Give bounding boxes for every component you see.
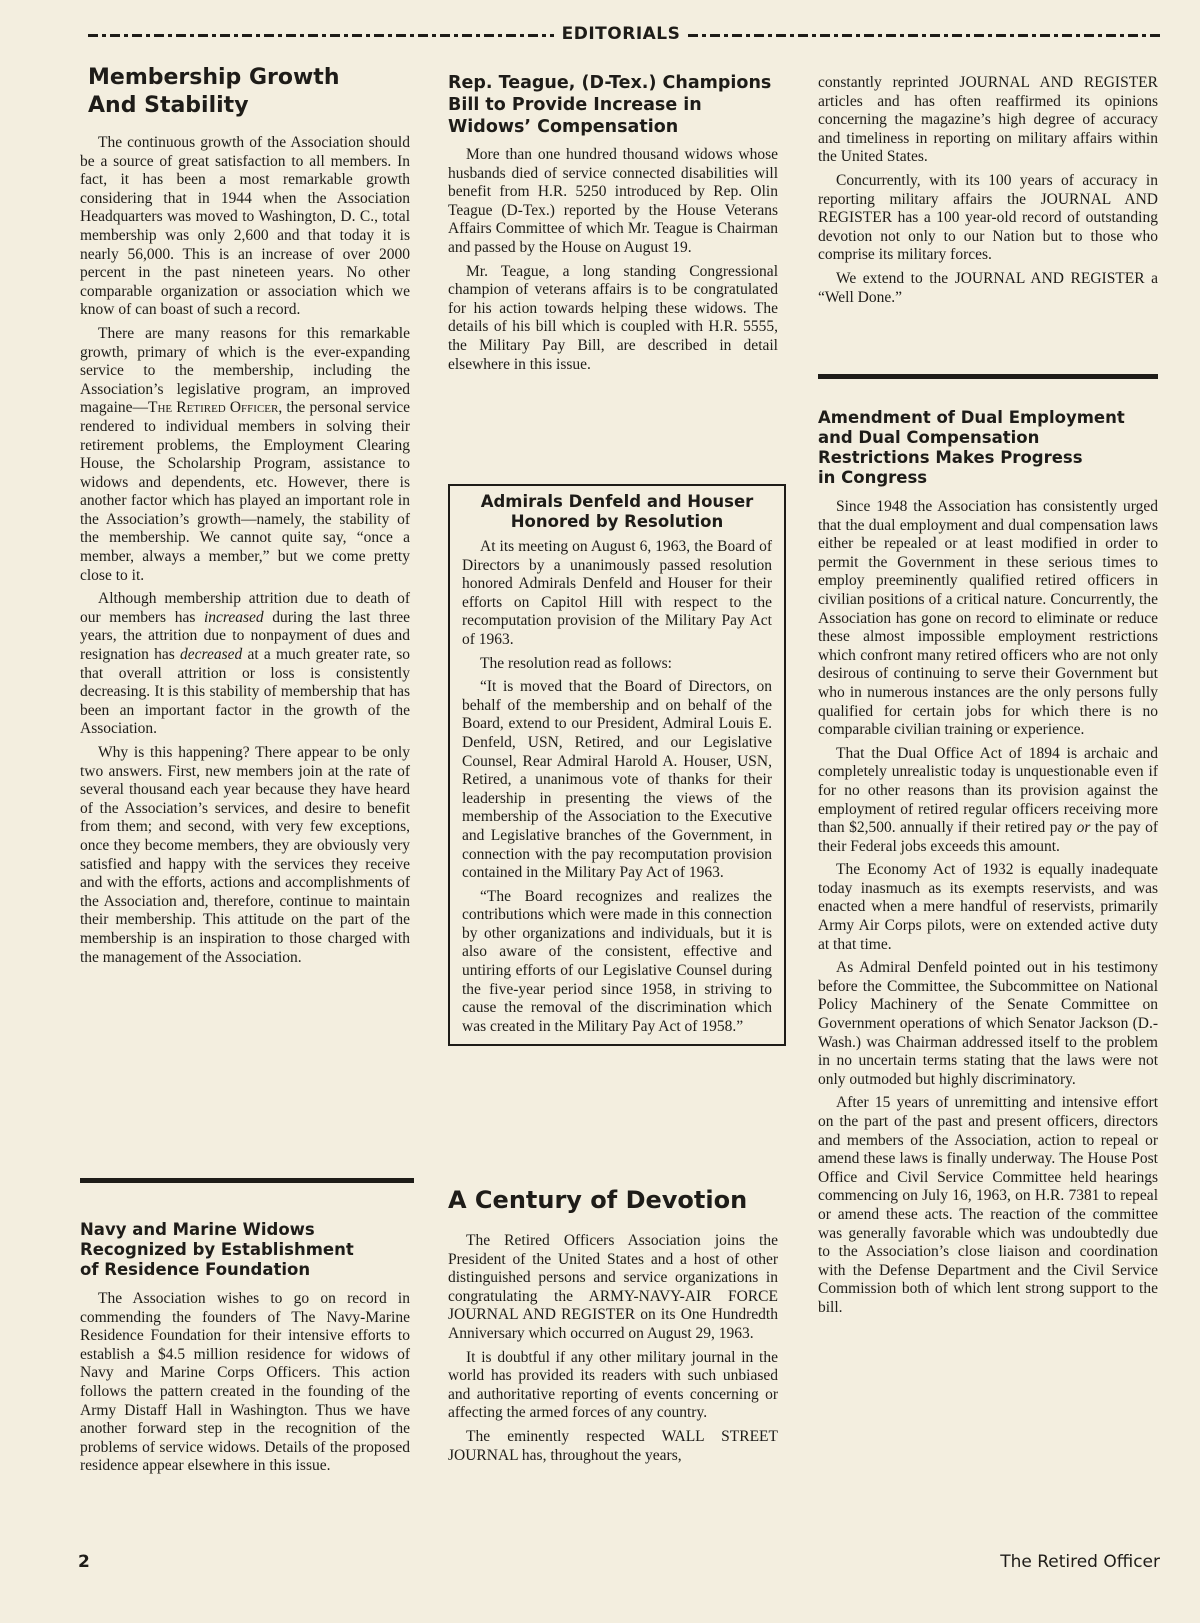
paragraph: “The Board recognizes and realizes the contributions which were made in this connection by other organizations and individuals, but it is also aware of the consistent, effective and untiring efforts of our Legislative Counsel during the five-year period since 1958, in striving to cause the removal of the discrimination which was created in the Military Pay Act of 1958.” [462,887,772,1035]
paragraph: Concurrently, with its 100 years of accuracy in reporting military affairs the JOURNAL AND REGISTER has a 100 year-old record of outstanding devotion not only to our Nation but to those who comprise its military forces. [818,171,1158,264]
section-title: EDITORIALS [561,24,681,44]
article-body [80,1290,410,1476]
article-body [818,498,1158,1318]
paragraph: At its meeting on August 6, 1963, the Board of Directors by a unanimously passed resolution honored Admirals Denfeld and Houser for their efforts on Capitol Hill with respect to the recomputation provision of the Military Pay Act of 1963. [462,538,772,648]
paragraph: More than one hundred thousand widows whose husbands died of service connected disabilities will benefit from H.R. 5250 introduced by Rep. Olin Teague (D-Tex.) reported by the House Veterans Affairs Committee of which Mr. Teague is Chairman and passed by the House on August 19. [448,146,778,256]
paragraph: Although membership attrition due to death of our members has increased during the last three years, the attrition due to nonpayment of dues and resignation has decreased at a much greater rate, so that overall attrition or loss is consistently decreasing. It is this stability of membership that has been an important factor in the growth of the Association. [80,590,410,738]
paragraph: Mr. Teague, a long standing Congressional champion of veterans affairs is to be congratulated for his action towards helping these widows. The details of his bill which is coupled with H.R. 5555, the Military Pay Bill, are described in detail elsewhere in this issue. [448,262,778,373]
publication-name: The Retired Officer [1000,1552,1160,1572]
article-title: Admirals Denfeld and Houser Honored by Resolution [480,492,754,531]
paragraph: There are many reasons for this remarkable growth, primary of which is the ever-expanding service to the membership, including the Association’s legislative program, an improved magaine—The Retired Officer, the personal service rendered to individual members in solving their retirement problems, the Employment Clearing House, the Scholarship Program, assistance to widows and dependents, etc. However, there is another factor which has played an important role in the Association’s growth—namely, the stability of the membership. We cannot quite say, “once a member, always a member,” but we come pretty close to it. [80,324,410,584]
paragraph: We extend to the JOURNAL AND REGISTER a “Well Done.” [818,269,1158,306]
paragraph: The eminently respected WALL STREET JOURNAL has, throughout the years, [448,1427,778,1464]
article-century-continued [818,74,1158,312]
paragraph: “It is moved that the Board of Directors, on behalf of the membership and on behalf of the Board, extend to our President, Admiral Louis E. Denfeld, USN, Retired, and our Legislative Counsel, Rear Admiral Harold A. Houser, USN, Retired, a unanimous vote of thanks for their leadership in presenting the views of the membership of the Association to the Executive and Legislative branches of the Government, in connection with the pay recomputation provision contained in the Military Pay Act of 1963. [462,678,772,882]
paragraph: The Association wishes to go on record in commending the founders of The Navy-Marine Residence Foundation for their intensive efforts to establish a $4.5 million residence for widows of Navy and Marine Corps Officers. This action follows the pattern created in the founding of the Army Distaff Hall in Washington. Thus we have another forward step in the recognition of the problems of service widows. Details of the proposed residence appear elsewhere in this issue. [80,1290,410,1475]
section-divider [80,1178,414,1183]
article-century-of-devotion [448,1186,778,1470]
paragraph: As Admiral Denfeld pointed out in his testimony before the Committee, the Subcommittee on National Policy Machinery of the Senate Committee on Government operations of which Senator Jackson (D.-Wash.) was Chairman addressed itself to the problem in no uncertain terms stating that the laws were not only outmoded but highly discriminatory. [818,959,1158,1088]
article-title: Membership Growth And Stability [88,65,340,118]
article-membership-growth [80,64,410,972]
article-title: Amendment of Dual Employment and Dual Compensation Restrictions Makes Progress in Congress [818,408,1125,487]
page-number: 2 [78,1552,90,1572]
paragraph: The Retired Officers Association joins the President of the United States and a host of other distinguished persons and service organizations in congratulating the ARMY-NAVY-AIR FORCE JOURNAL AND REGISTER on its One Hundredth Anniversary which occurred on August 29, 1963. [448,1232,778,1342]
article-dual-employment [818,408,1158,1323]
paragraph: The resolution read as follows: [480,654,672,672]
article-navy-widows [80,1220,410,1481]
article-title: A Century of Devotion [448,1186,748,1214]
article-teague [448,72,778,379]
article-body [448,1232,778,1465]
article-title: Navy and Marine Widows Recognized by Establishment of Residence Foundation [80,1220,354,1279]
article-body [448,146,778,374]
paragraph: The Economy Act of 1932 is equally inadequate today inasmuch as its exempts reservists, and was enacted when a mere handful of reservists, primarily Army Air Corps pilots, were on extended active duty at that time. [818,861,1158,953]
paragraph: That the Dual Office Act of 1894 is archaic and completely unrealistic today is unquestionable even if for no other reasons than its provision against the employment of retired regular officers receiving more than $2,500. annually if their retired pay or the pay of their Federal jobs exceeds this amount. [818,744,1158,855]
boxed-article-admirals [448,484,786,1046]
header-ornament-left [88,34,554,37]
article-body [80,134,410,967]
paragraph: Why is this happening? There appear to be only two answers. First, new members join at the rate of several thousand each year because they have heard of the Association’s services, and desire to benefit from them; and second, with very few exceptions, once they become members, they are obviously very satisfied and happy with the services they receive and with the efforts, actions and accomplishments of the Association and, therefore, continue to maintain their membership. This attitude on the part of the membership is an inspiration to those charged with the management of the Association. [80,744,410,966]
article-body [818,74,1158,307]
paragraph: Since 1948 the Association has consistently urged that the dual employment and dual compensation laws either be repealed or at least modified in order to permit the Government in these serious times to employ preeminently qualified retired officers in civilian positions of a critical nature. Concurrently, the Association has gone on record to eliminate or reduce these almost impossible employment restrictions which confront many retired officers who are not only desirous of continuing to serve their Government but who in numerous instances are the only persons fully qualified for certain jobs for which there is no comparable civilian training or experience. [818,498,1158,739]
paragraph: The continuous growth of the Association should be a source of great satisfaction to all members. In fact, it has been a most remarkable growth considering that in 1944 when the Association Headquarters was moved to Washington, D. C., total membership was only 2,600 and that today it is nearly 56,000. This is an increase of over 2000 percent in the past nineteen years. No other comparable organization or association which we know of can boast of such a record. [80,134,410,319]
paragraph: constantly reprinted JOURNAL AND REGISTER articles and has often reaffirmed its opinions concerning the magazine’s high degree of accuracy and timeliness in reporting on military affairs within the United States. [818,74,1158,166]
section-header [88,22,1160,48]
section-divider [818,374,1158,379]
header-ornament-right [688,34,1160,37]
article-title: Rep. Teague, (D-Tex.) Champions Bill to Provide Increase in Widows’ Compensation [448,73,772,137]
article-body [462,538,772,1036]
paragraph: After 15 years of unremitting and intensive effort on the part of the past and present officers, directors and members of the Association, action to repeal or amend these laws is finally underway. The House Post Office and Civil Service Committee held hearings commencing on July 16, 1963, on H.R. 7381 to repeal or amend these acts. The reaction of the committee was generally favorable which was undoubtedly due to the Association’s close liaison and coordination with the Defense Department and the Civil Service Commission both of which lent strong support to the bill. [818,1094,1158,1316]
paragraph: It is doubtful if any other military journal in the world has provided its readers with such unbiased and authoritative reporting of events concerning or affecting the armed forces of any country. [448,1348,778,1422]
